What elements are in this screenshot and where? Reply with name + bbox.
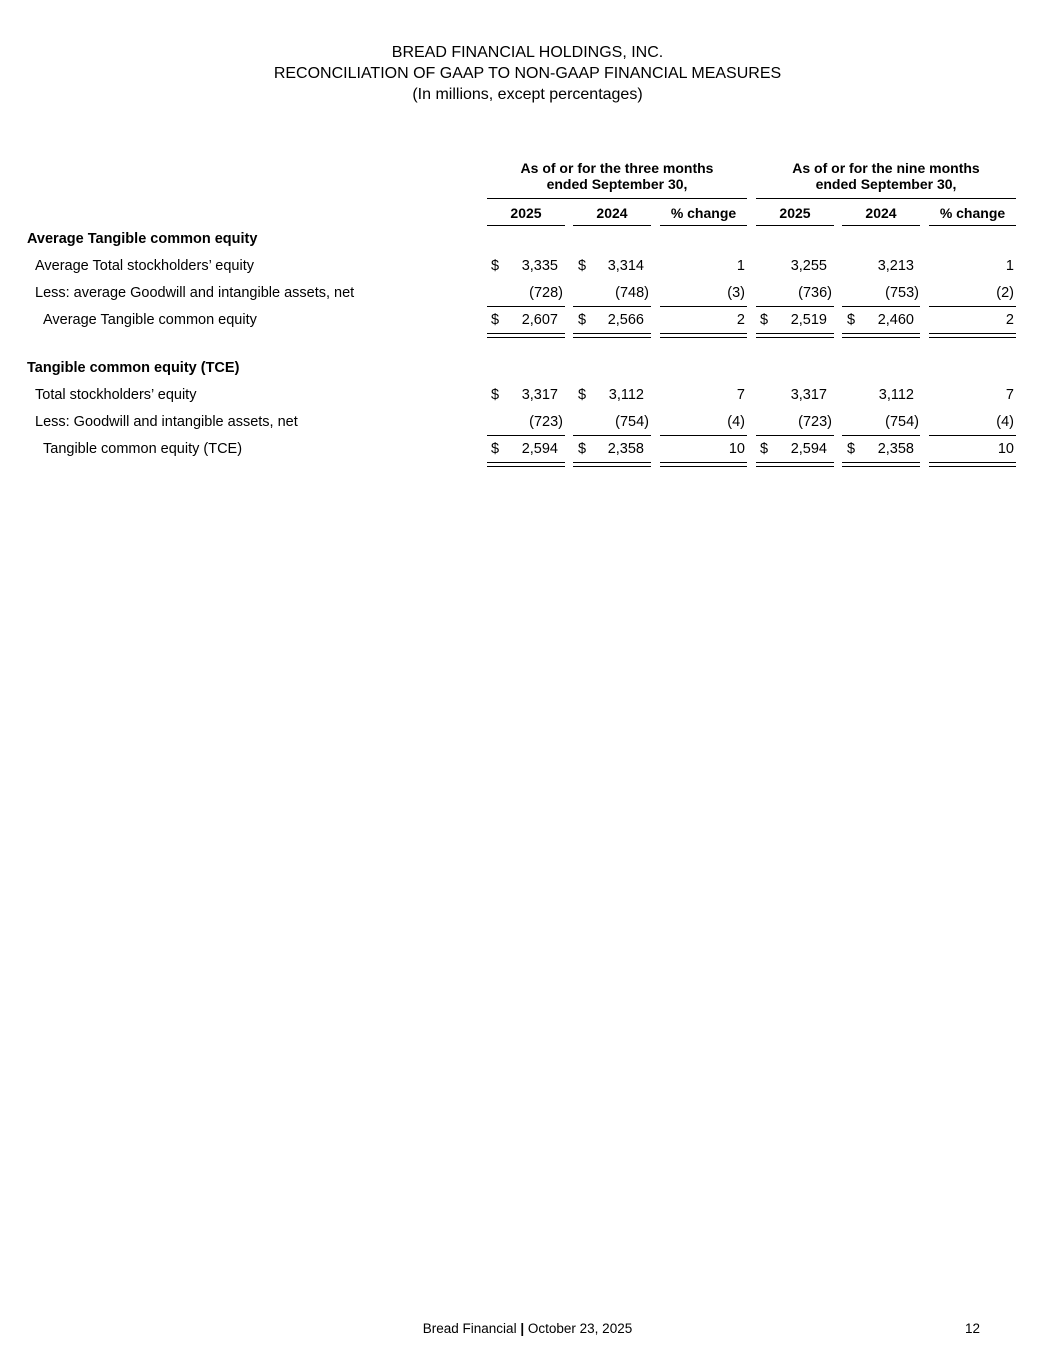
cell-value: 3,255 [790, 258, 827, 274]
cell-value: (3) [727, 285, 745, 301]
subtotal-rule [573, 306, 651, 307]
col-header-9m-2025: 2025 [779, 205, 811, 221]
cell-value: 2 [736, 312, 745, 328]
row-label-avg-total-equity: Average Total stockholders’ equity [35, 258, 254, 274]
group-underline [756, 198, 1016, 199]
currency-symbol: $ [760, 312, 769, 328]
currency-symbol: $ [491, 258, 500, 274]
currency-symbol: $ [491, 387, 500, 403]
group-header-three-months-line1: As of or for the three months [520, 160, 714, 176]
cell-value: 1 [736, 258, 745, 274]
subtotal-rule [929, 435, 1016, 436]
subtotal-rule [842, 306, 920, 307]
report-header [0, 42, 1055, 105]
cell-value: 1 [1005, 258, 1014, 274]
col-underline [756, 225, 834, 226]
footer-company: Bread Financial [422, 1321, 517, 1336]
footer-date: October 23, 2025 [527, 1321, 633, 1336]
cell-value: (4) [727, 414, 745, 430]
row-label-total-equity: Total stockholders’ equity [35, 387, 197, 403]
currency-symbol: $ [578, 258, 587, 274]
total-double-rule [487, 333, 565, 338]
subtotal-rule [487, 306, 565, 307]
cell-value: 3,317 [790, 387, 827, 403]
cell-value: (736) [798, 285, 832, 301]
cell-value: 3,112 [878, 387, 914, 403]
cell-value: 2,594 [521, 441, 558, 457]
col-header-9m-change: % change [939, 205, 1006, 221]
report-units: (In millions, except percentages) [412, 86, 643, 103]
group-header-nine-months [756, 160, 1016, 192]
total-double-rule [660, 462, 747, 467]
currency-symbol: $ [578, 312, 587, 328]
subtotal-rule [660, 435, 747, 436]
cell-value: (723) [798, 414, 832, 430]
currency-symbol: $ [760, 441, 769, 457]
cell-value: (754) [885, 414, 919, 430]
subtotal-rule [660, 306, 747, 307]
total-double-rule [842, 462, 920, 467]
cell-value: (753) [885, 285, 919, 301]
section-heading-avg-tce: Average Tangible common equity [27, 231, 258, 247]
cell-value: 3,317 [521, 387, 558, 403]
col-header-9m-2024: 2024 [865, 205, 897, 221]
group-header-nine-months-line1: As of or for the nine months [792, 160, 980, 176]
group-header-nine-months-line2: ended September 30, [815, 176, 957, 192]
page-number: 12 [965, 1321, 981, 1336]
cell-value: 10 [997, 441, 1014, 457]
total-double-rule [756, 462, 834, 467]
cell-value: 7 [736, 387, 745, 403]
subtotal-rule [929, 306, 1016, 307]
cell-value: 2,519 [790, 312, 827, 328]
cell-value: (4) [996, 414, 1014, 430]
cell-value: 2,460 [877, 312, 914, 328]
total-double-rule [842, 333, 920, 338]
row-label-goodwill: Less: Goodwill and intangible assets, net [35, 414, 298, 430]
cell-value: 3,335 [521, 258, 558, 274]
total-double-rule [573, 333, 651, 338]
cell-value: 2,607 [521, 312, 558, 328]
cell-value: 3,112 [608, 387, 644, 403]
report-title: RECONCILIATION OF GAAP TO NON-GAAP FINANCIAL MEASURES [273, 65, 782, 82]
page-footer [0, 1321, 1055, 1336]
cell-value: (2) [996, 285, 1014, 301]
currency-symbol: $ [578, 441, 587, 457]
section-heading-tce: Tangible common equity (TCE) [27, 360, 240, 376]
cell-value: (748) [615, 285, 649, 301]
total-double-rule [573, 462, 651, 467]
group-header-three-months [487, 160, 747, 192]
company-name: BREAD FINANCIAL HOLDINGS, INC. [391, 44, 664, 61]
cell-value: (723) [529, 414, 563, 430]
subtotal-rule [842, 435, 920, 436]
cell-value: (728) [529, 285, 563, 301]
group-header-three-months-line2: ended September 30, [546, 176, 688, 192]
col-underline [573, 225, 651, 226]
currency-symbol: $ [847, 441, 856, 457]
cell-value: 2,358 [877, 441, 914, 457]
col-underline [929, 225, 1016, 226]
total-double-rule [660, 333, 747, 338]
currency-symbol: $ [491, 441, 500, 457]
col-header-3m-2024: 2024 [596, 205, 628, 221]
subtotal-rule [756, 435, 834, 436]
col-underline [660, 225, 747, 226]
total-double-rule [929, 333, 1016, 338]
cell-value: 10 [728, 441, 745, 457]
subtotal-rule [573, 435, 651, 436]
total-double-rule [487, 462, 565, 467]
currency-symbol: $ [491, 312, 500, 328]
subtotal-rule [756, 306, 834, 307]
cell-value: 3,213 [877, 258, 914, 274]
currency-symbol: $ [847, 312, 856, 328]
cell-value: 7 [1005, 387, 1014, 403]
col-underline [842, 225, 920, 226]
row-label-avg-goodwill: Less: average Goodwill and intangible assets, net [35, 285, 355, 301]
cell-value: 2 [1005, 312, 1014, 328]
total-double-rule [756, 333, 834, 338]
row-label-tce-total: Tangible common equity (TCE) [43, 441, 243, 457]
cell-value: 2,358 [607, 441, 644, 457]
col-header-3m-2025: 2025 [510, 205, 542, 221]
cell-value: 3,314 [607, 258, 644, 274]
cell-value: 2,594 [790, 441, 827, 457]
footer-separator: | [520, 1321, 525, 1336]
cell-value: (754) [615, 414, 649, 430]
group-underline [487, 198, 747, 199]
row-label-avg-tce-total: Average Tangible common equity [43, 312, 257, 328]
col-header-3m-change: % change [670, 205, 737, 221]
cell-value: 2,566 [607, 312, 644, 328]
subtotal-rule [487, 435, 565, 436]
currency-symbol: $ [578, 387, 587, 403]
col-underline [487, 225, 565, 226]
total-double-rule [929, 462, 1016, 467]
